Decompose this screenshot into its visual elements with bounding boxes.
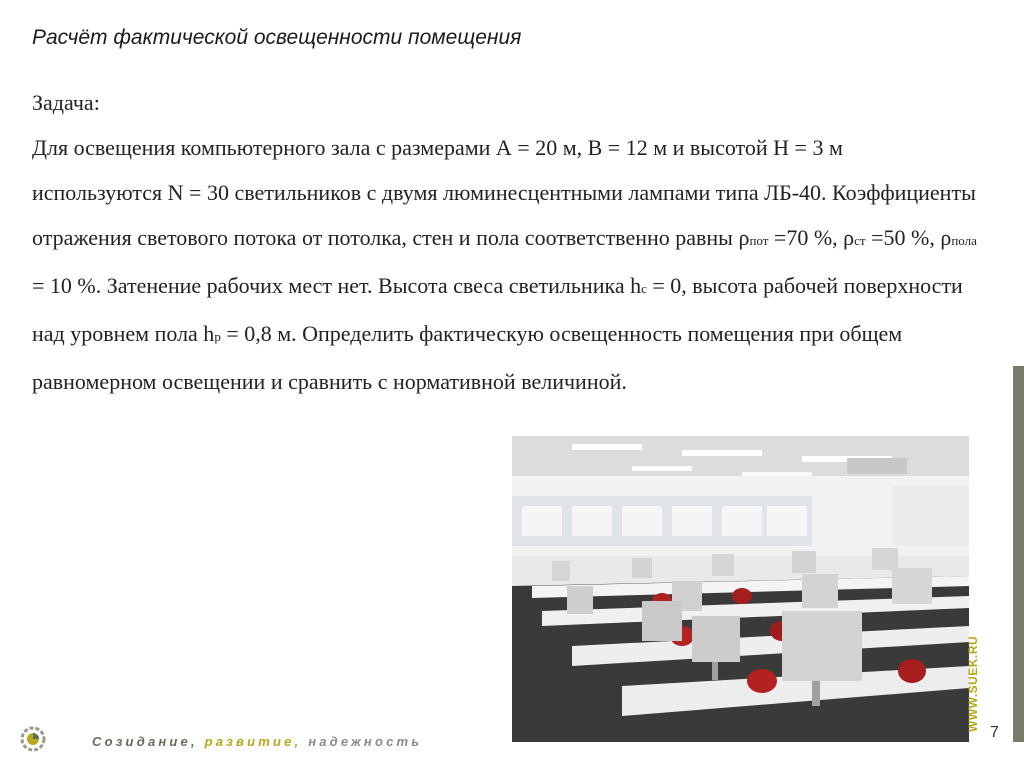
website-url: WWW.SUEK.RU <box>966 635 980 732</box>
slogan-word-1: Созидание, <box>92 734 198 749</box>
task-text-part4: = 10 %. Затенение рабочих мест нет. Высота свеса светильника h <box>32 273 642 298</box>
right-accent-bar <box>1013 366 1024 742</box>
subscript-pot: пот <box>749 233 769 248</box>
subscript-pola: пола <box>951 233 977 248</box>
task-text-part2: =70 %, ρ <box>768 225 855 250</box>
subscript-p: р <box>214 329 221 344</box>
task-description <box>32 125 977 404</box>
footer-slogan <box>92 734 422 749</box>
task-text-part1: Для освещения компьютерного зала с размерами А = 20 м, В = 12 м и высотой Н = 3 м используются N = 30 светильников с двумя люминесцентными лампами типа ЛБ-40. Коэффициенты отражения светового потока от потолка, стен и пола соответственно равны ρ <box>32 135 976 250</box>
task-text-block <box>32 80 977 404</box>
subscript-st: ст <box>854 233 866 248</box>
task-text-part5: = 0, высота рабочей поверхности над уровнем пола h <box>32 273 963 346</box>
subscript-c: с <box>641 281 647 296</box>
task-label: Задача: <box>32 90 100 115</box>
page-number: 7 <box>990 724 999 741</box>
slide-title: Расчёт фактической освещенности помещения <box>32 26 522 49</box>
task-text-part6: = 0,8 м. Определить фактическую освещенность помещения при общем равномерном освещении и сравнить с нормативной величиной. <box>32 321 903 394</box>
suek-logo-icon <box>20 726 46 752</box>
task-text-part3: =50 %, ρ <box>865 225 952 250</box>
slogan-word-2: развитие, <box>204 734 302 749</box>
computer-room-photo <box>512 436 969 742</box>
slogan-word-3: надежность <box>308 734 423 749</box>
